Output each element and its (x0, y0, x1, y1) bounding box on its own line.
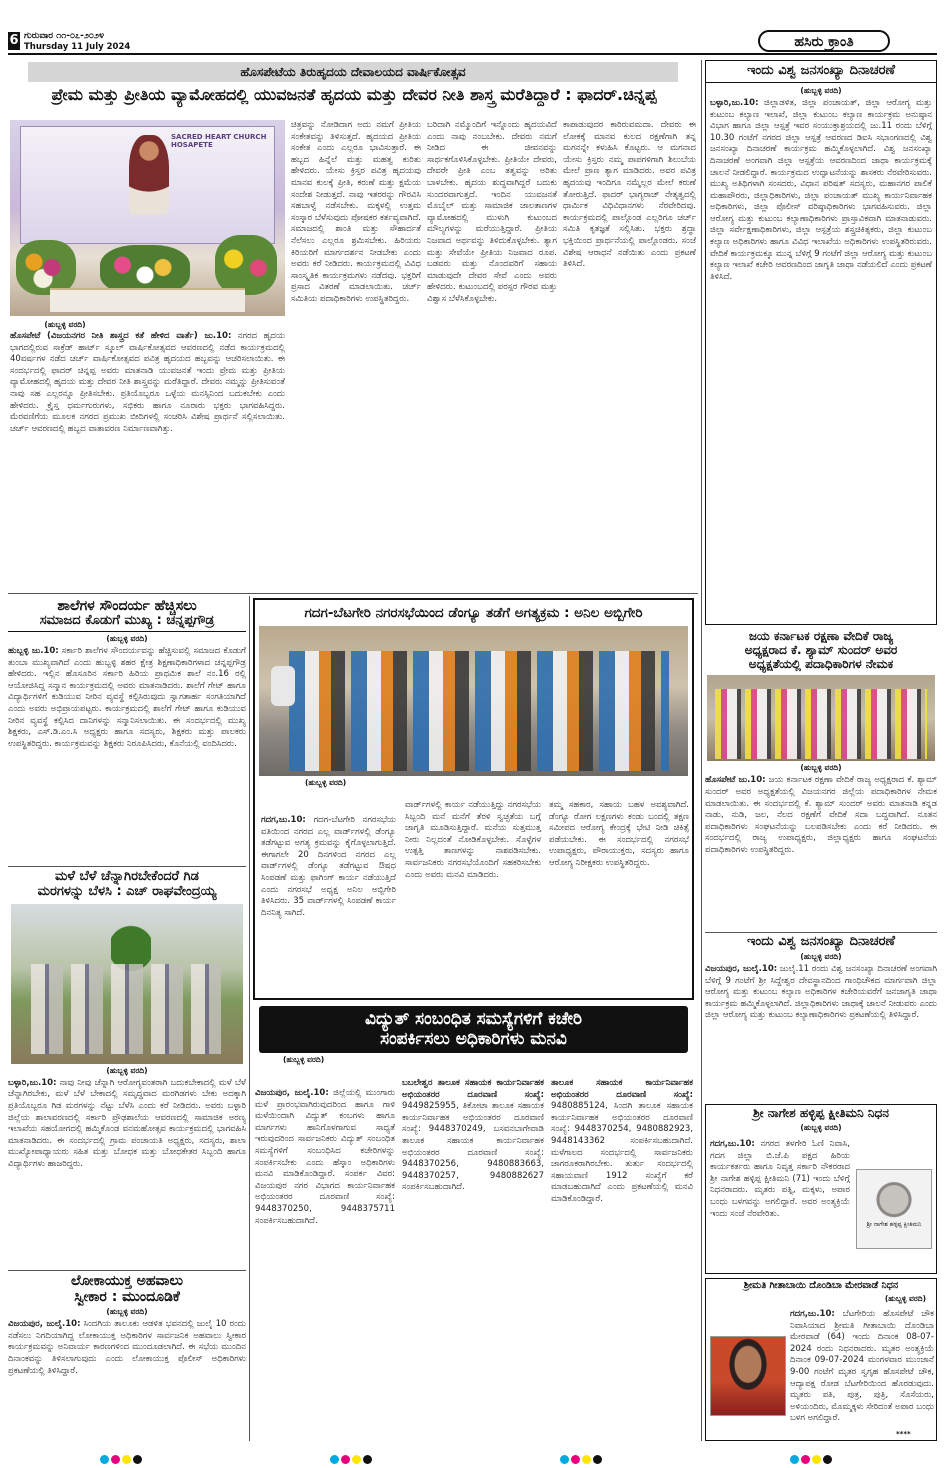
black-dot (363, 1455, 372, 1464)
story8-photo (707, 675, 935, 761)
story5-col3: ತಮ್ಮ ಸಹಕಾರ, ಸಹಾಯ ಬಹಳ ಅವಶ್ಯವಾಗಿದೆ. ಡೆಂಗ್ಯೂ ರೋಗ ಲಕ್ಷಣಗಳು ಕಂಡು ಬಂದಲ್ಲಿ ತಕ್ಷಣ ಸಮೀಪದ ಆರೋಗ್ಯ ಕೇಂದ್ರಕ್ಕೆ ಭೇಟಿ ನೀಡಿ ಚಿಕಿತ್ಸೆ ಪಡೆಯಬೇಕು. ಈ ಸಂದರ್ಭದಲ್ಲಿ ನಗರಸಭೆ ಉಪಾಧ್ಯಕ್ಷರು, ಪೌರಾಯುಕ್ತರು, ಸದಸ್ಯರು ಹಾಗೂ ಆರೋಗ್ಯ ನಿರೀಕ್ಷಕರು ಉಪಸ್ಥಿತರಿದ್ದರು. (549, 800, 689, 868)
dateline: ಬಬಲೇಶ್ವರ ತಾಲೂಕ ಸಹಾಯಕ ಕಾರ್ಯನಿರ್ವಾಹಕ ಅಭಿಯಂತರರ ದೂರವಾಣಿ ಸಂಖ್ಯೆ: (402, 1078, 544, 1100)
story11-body: ಗದಗ,ಜು.10: ಬೆಟಗೇರಿಯ ಹೊಸಪೇಟೆ ಚೌಕ ನಿವಾಸಿಯಾದ ಶ್ರೀಮತಿ ಗೀತಾಬಾಯಿ ದೊಂಡಿಬಾ ಮೇರವಾಡೆ (64) ಇಂದು ದಿನಾಂಕ 08-07-2024 ರಂದು ನಿಧನರಾದರು. ಮೃತರ ಅಂತ್ಯಕ್ರಿಯೆ ದಿನಾಂಕ 09-07-2024 ಮಂಗಳವಾರ ಮುಂಜಾನೆ 9-00 ಗಂಟೆಗೆ ಮೃತರ ಸ್ವಗೃಹ ಹೊಸಪೇಟೆ ಚೌಕ, ಆದ್ಯಾಪಕ್ಷ ರೋಡ ಬೆಟಗೇರಿಯಿಂದ ಹೊರಡುವುದು. ಮೃತರು ಪತಿ, ಪುತ್ರ, ಪುತ್ರಿ, ಸೊಸೆಯರು, ಅಳಿಯಂದಿರು, ಮೊಮ್ಮಕ್ಕಳು ಸೇರಿದಂತೆ ಅಪಾರ ಬಂಧು ಬಳಗ ಅಗಲಿದ್ದಾರೆ. (790, 1309, 934, 1424)
story6-credit: (ಹುಬ್ಬಳ್ಳಿ ವರದಿ) (283, 1055, 325, 1065)
story2-body: ಹುಬ್ಬಳ್ಳಿ ಜು.10: ಸರ್ಕಾರಿ ಶಾಲೆಗಳ ಸೌಂದರ್ಯವನ್ನು ಹೆಚ್ಚಿಸುವಲ್ಲಿ ಸಮಾಜದ ಕೊಡುಗೆ ತುಂಬಾ ಮುಖ್ಯವಾಗಿದೆ ಎಂದು ಹುಬ್ಬಳ್ಳಿ ಶಹರ ಕ್ಷೇತ್ರ ಶಿಕ್ಷಣಾಧಿಕಾರಿಗಳಾದ ಚನ್ನಪ್ಪಗೌಡ್ರ ಹೇಳಿದರು. ಇಲ್ಲಿನ ಹೊಸೂರಿನ ಸರ್ಕಾರಿ ಹಿರಿಯ ಪ್ರಾಥಮಿಕ ಶಾಲೆ ನಂ.16 ರಲ್ಲಿ ಆಯೋಜಿಸಿದ್ದ ಸನ್ಮಾನ ಕಾರ್ಯಕ್ರಮದಲ್ಲಿ ಅವರು ಮಾತನಾಡಿದರು. ಶಾಲೆಗೆ ಗೇಟ್ ಹಾಗೂ ವಿದ್ಯಾರ್ಥಿಗಳಿಗೆ ಕುಡಿಯುವ ನೀರಿನ ವ್ಯವಸ್ಥೆ ಕಲ್ಪಿಸಿರುವುದು ಸ್ವಾಗತಾರ್ಹ ಸಂಗತಿಯಾಗಿದೆ ಎಂದು ಅವರು ಅಭಿಪ್ರಾಯಪಟ್ಟರು. ಕಾರ್ಯಕ್ರಮದಲ್ಲಿ ಶಾಲೆಗೆ ಗೇಟ್ ಹಾಗೂ ಕುಡಿಯುವ ನೀರಿನ ವ್ಯವಸ್ಥೆ ಕಲ್ಪಿಸಿದ ದಾನಿಗಳನ್ನು ಸನ್ಮಾನಿಸಲಾಯಿತು. ಈ ಸಂದರ್ಭದಲ್ಲಿ ಮುಖ್ಯ ಶಿಕ್ಷಕರು, ಎಸ್.ಡಿ.ಎಂ.ಸಿ ಅಧ್ಯಕ್ಷರು ಹಾಗೂ ಸದಸ್ಯರು, ಶಿಕ್ಷಕರು ಮತ್ತು ಪಾಲಕರು ಉಪಸ್ಥಿತರಿದ್ದರು. ಕಾರ್ಯಕ್ರಮವನ್ನು ಶಿಕ್ಷಕರು ನಿರೂಪಿಸಿದರು, ಕೊನೆಯಲ್ಲಿ ವಂದಿಸಿದರು. (8, 646, 246, 749)
masthead (0, 0, 945, 58)
registration-marks-4 (790, 1449, 834, 1468)
banner-text: SACRED HEART CHURCH HOSAPETE (171, 133, 267, 149)
story3-body: ಬಳ್ಳಾರಿ,ಜು.10: ನಾವು ನೀವು ಚೆನ್ನಾಗಿ ಆರೋಗ್ಯವಂತರಾಗಿ ಬದುಕಬೇಕಾದಲ್ಲಿ ಮಳೆ ಬೆಳೆ ಚೆನ್ನಾಗಿರಬೇಕು, ಮಳೆ ಬೆಳೆ ಬೇಕಾದಲ್ಲಿ ಸಮೃದ್ಧವಾದ ಮರಗಿಡಗಳು ಬೇಕು ಅದಕ್ಕಾಗಿ ಪ್ರತಿಯೊಬ್ಬರೂ ಗಿಡ ಮರಗಳನ್ನು ನೆಟ್ಟು ಬೆಳೆಸಿ ಎಂದು ಕರೆ ನೀಡಿದರು. ಅವರು ಬಳ್ಳಾರಿ ಜಿಲ್ಲೆಯ ಶಾಲಾವರಣದಲ್ಲಿ ಸರ್ಕಾರಿ ಪ್ರೌಢಶಾಲೆಯ ಆವರಣದಲ್ಲಿ ಸಾಮಾಜಿಕ ಅರಣ್ಯ ಇಲಾಖೆಯ ಸಹಯೋಗದಲ್ಲಿ ಹಮ್ಮಿಕೊಂಡ ವನಮಹೋತ್ಸವ ಕಾರ್ಯಕ್ರಮದಲ್ಲಿ ಭಾಗವಹಿಸಿ ಮಾತನಾಡಿದರು. ಈ ಸಂದರ್ಭದಲ್ಲಿ ಗ್ರಾಮ ಪಂಚಾಯತಿ ಅಧ್ಯಕ್ಷರು, ಸದಸ್ಯರು, ಶಾಲಾ ಮುಖ್ಯೋಪಾಧ್ಯಾಯರು ಸಹಿತ ಮತ್ತು ಬೋಧಕ ಮತ್ತು ಬೋಧಕೇತರ ಸಿಬ್ಬಂದಿ ಹಾಗೂ ವಿದ್ಯಾರ್ಥಿಗಳು ಹಾಜರಿದ್ದರು. (8, 1077, 246, 1170)
story-jaya-karnataka (705, 630, 937, 930)
story3-headline2: ಮರಗಳನ್ನು ಬೆಳಸಿ : ಎಚ್ ರಾಘವೇಂದ್ರಯ್ಯ (37, 883, 217, 899)
story1-col1: ಹೊಸಪೇಟೆ (ವಿಜಯನಗರ ನೀತಿ ಶಾಸ್ತ್ರದ ಕತೆ ಹೇಳಿದ ವಾರ್ತೆ) ಜು.10: ನಗರದ ಹೃದಯ ಭಾಗದಲ್ಲಿರುವ ಸಾಕ್ರೆಡ್ ಹಾರ್ಟ್ ಸ್ಕೂಲ್ ವಾರ್ಷಿಕೋತ್ಸವದ ಆವರಣದಲ್ಲಿ ನಡೆದ ಕಾರ್ಯಕ್ರಮದಲ್ಲಿ 40ವರ್ಷಗಳ ನಡೆದ ಚರ್ಚ್ ವಾರ್ಷಿಕೋತ್ಸವದ ಪವಿತ್ರ ಹೃದಯದ ಹಬ್ಬವನ್ನು ಆಚರಿಸಲಾಯಿತು. ಈ ಸಂದರ್ಭದಲ್ಲಿ ಫಾದರ್ ಚಿನ್ನಪ್ಪ ಅವರು ಮಾತನಾಡಿ ಯುವಜನತೆ ಇಂದು ಪ್ರೇಮ ಮತ್ತು ಪ್ರೀತಿಯ ವ್ಯಾಮೋಹದಲ್ಲಿ ಹೃದಯ ಮತ್ತು ದೇವರ ನೀತಿ ಶಾಸ್ತ್ರವನ್ನು ಮರೆತಿದ್ದಾರೆ. ದೇವರು ನಮ್ಮನ್ನು ಪ್ರೀತಿಸುವಂತೆ ನಾವು ಸಹ ಎಲ್ಲರನ್ನೂ ಪ್ರೀತಿಸಬೇಕು. ಪ್ರತಿಯೊಬ್ಬರೂ ಒಳ್ಳೆಯ ಮನಸ್ಸಿನಿಂದ ಬದುಕಬೇಕು ಎಂದು ಹೇಳಿದರು. ಕ್ರೈಸ್ತ ಧರ್ಮಗುರುಗಳು, ಸಭಿಕರು ಹಾಗೂ ನೂರಾರು ಭಕ್ತರು ಭಾಗವಹಿಸಿದ್ದರು. ಮೆರವಣಿಗೆಯ ಮೂಲಕ ನಗರದ ಪ್ರಮುಖ ಬೀದಿಗಳಲ್ಲಿ ಸಂಚರಿಸಿ ವಿಶೇಷ ಪ್ರಾರ್ಥನೆ ಸಲ್ಲಿಸಲಾಯಿತು. ಚರ್ಚ್ ಆವರಣದಲ್ಲಿ ಹಬ್ಬದ ವಾತಾವರಣ ನಿರ್ಮಾಣವಾಗಿತ್ತು. (10, 331, 285, 434)
flower-arrangement-right (215, 235, 277, 295)
registration-marks-3 (560, 1449, 604, 1468)
date-english: Thursday 11 July 2024 (24, 42, 131, 52)
black-dot (593, 1455, 602, 1464)
rule-story1-bottom (8, 593, 698, 594)
story-obituary-nagesh (705, 1104, 937, 1274)
story-tree-planting (8, 868, 246, 1268)
magenta-dot (341, 1455, 350, 1464)
magenta-dot (111, 1455, 120, 1464)
story1-col4: ಕಾಪಾಡುವುದರ ಕಾರಿರುವಮದಾ. ದೇವರು ಈ ಲೋಕಕ್ಕೆ ಮಾನವ ಕುಲದ ರಕ್ಷಣೆಗಾಗಿ ತನ್ನ ಮಗನನ್ನೇ ಕಳುಹಿಸಿ ಕೊಟ್ಟರು. ಆ ಮಗನಾದ ಯೇಸು ಕ್ರಿಸ್ತರು ನಮ್ಮ ಪಾಪಗಳಿಗಾಗಿ ಶಿಲುಬೆಯ ಮೇಲೆ ಪ್ರಾಣ ತ್ಯಾಗ ಮಾಡಿದರು. ಅವರ ಪವಿತ್ರ ಹೃದಯವು ಇಂದಿಗೂ ನಮ್ಮೆಲ್ಲರ ಮೇಲೆ ಕರುಣೆ ತೋರುತ್ತಿದೆ. ಫಾದರ್ ಭಾಗ್ಯರಾಜ್ ನೇತೃತ್ವದಲ್ಲಿ ಧಾರ್ಮಿಕ ವಿಧಿವಿಧಾನಗಳು ನೆರವೇರಿದವು. ಕಾರ್ಯಕ್ರಮದಲ್ಲಿ ಪಾಲ್ಗೊಂಡ ಎಲ್ಲರಿಗೂ ಚರ್ಚ್ ಸಮಿತಿ ಕೃತಜ್ಞತೆ ಸಲ್ಲಿಸಿತು. ಭಕ್ತರು ಶ್ರದ್ಧಾ ಭಕ್ತಿಯಿಂದ ಪ್ರಾರ್ಥನೆಯಲ್ಲಿ ಪಾಲ್ಗೊಂಡರು. ಸಂಜೆ ವಿಶೇಷ ಆರಾಧನೆ ನಡೆಯಿತು ಎಂದು ಪ್ರಕಟಣೆ ತಿಳಿಸಿದೆ. (563, 120, 696, 270)
story2-headline2: ಸಮಾಜದ ಕೊಡುಗೆ ಮುಖ್ಯ : ಚನ್ನಪ್ಪಗೌಡ್ರ (8, 614, 246, 632)
group-of-members (715, 689, 927, 759)
yellow-dot (122, 1455, 131, 1464)
story6-col1: ವಿಜಯಪುರ, ಜುಲೈ.10: ಜಿಲ್ಲೆಯಲ್ಲಿ ಮುಂಗಾರು ಮಳೆ ಪ್ರಾರಂಭವಾಗಿರುವುದರಿಂದ ಹಾಗೂ ಗಾಳಿ ಮಳೆಯಿಂದಾಗಿ ವಿದ್ಯುತ್ ಕಂಬಗಳು ಹಾಗೂ ಮಾರ್ಗಗಳು ಹಾನಿಗೊಳಗಾಗುವ ಸಾಧ್ಯತೆ ಇರುವುದರಿಂದ ಸಾರ್ವಜನಿಕರು ವಿದ್ಯುತ್ ಸಂಬಂಧಿತ ಸಮಸ್ಯೆಗಳಿಗೆ ಸಂಬಂಧಿಸಿದ ಕಚೇರಿಗಳನ್ನು ಸಂಪರ್ಕಿಸಬೇಕು ಎಂದು ಹೆಸ್ಕಾಂ ಅಧಿಕಾರಿಗಳು ಮನವಿ ಮಾಡಿಕೊಂಡಿದ್ದಾರೆ. ಸಂಪರ್ಕ ವಿವರ: ವಿಜಯಪುರ ನಗರ ವಿಭಾಗದ ಕಾರ್ಯನಿರ್ವಾಹಕ ಅಭಿಯಂತರರ ದೂರವಾಣಿ ಸಂಖ್ಯೆ: 9448370250, 9448375711 ಸಂಪರ್ಕಿಸಬಹುದಾಗಿದೆ. (255, 1088, 395, 1226)
story1-headline: ಪ್ರೇಮ ಮತ್ತು ಪ್ರೀತಿಯ ವ್ಯಾಮೋಹದಲ್ಲಿ ಯುವಜನತೆ ಹೃದಯ ಮತ್ತು ದೇವರ ನೀತಿ ಶಾಸ್ತ್ರ ಮರೆತಿದ್ದಾರೆ : ಫಾದರ್.ಚಿನ್ನಪ್ಪ (51, 85, 657, 104)
story2-credit: (ಹುಬ್ಬಳ್ಳಿ ವರದಿ) (106, 634, 148, 644)
registration-marks-2 (330, 1449, 374, 1468)
story8-headline1: ಜಯ ಕರ್ನಾಟಕ ರಕ್ಷಣಾ ವೇದಿಕೆ ರಾಜ್ಯ (748, 629, 894, 643)
rule-story3-bottom (8, 1270, 246, 1271)
yellow-dot (352, 1455, 361, 1464)
cyan-dot (330, 1455, 339, 1464)
rule-right-column (701, 60, 702, 1441)
date-kannada: ಗುರುವಾರ ೧೧-೦೭-೨೦೨೪ (24, 31, 104, 41)
dateline: ಹುಬ್ಬಳ್ಳಿ ಜು.10: (8, 646, 59, 657)
story5-credit: (ಹುಬ್ಬಳ್ಳಿ ವರದಿ) (305, 777, 347, 787)
story2-headline1: ಶಾಲೆಗಳ ಸೌಂದರ್ಯ ಹೆಚ್ಚಿಸಲು (57, 598, 197, 614)
story3-headline1: ಮಳೆ ಬೆಳೆ ಚೆನ್ನಾಗಿರಬೇಕೆಂದರೆ ಗಿಡ (55, 869, 199, 884)
story4-credit: (ಹುಬ್ಬಳ್ಳಿ ವರದಿ) (106, 1307, 148, 1317)
rule-left-column (249, 596, 250, 1441)
story4-headline1: ಲೋಕಾಯುಕ್ತ ಅಹವಾಲು (70, 1273, 184, 1289)
jesus-figure-icon (129, 135, 169, 215)
magenta-dot (571, 1455, 580, 1464)
dateline: ವಿಜಯಪುರ, ಜುಲೈ.10: (705, 963, 778, 974)
story6-col2: ಬಬಲೇಶ್ವರ ತಾಲೂಕ ಸಹಾಯಕ ಕಾರ್ಯನಿರ್ವಾಹಕ ಅಭಿಯಂತರರ ದೂರವಾಣಿ ಸಂಖ್ಯೆ: 9449825955, ತಿಕೋಟಾ ತಾಲೂಕ ಸಹಾಯಕ ಕಾರ್ಯನಿರ್ವಾಹಕ ಅಭಿಯಂತರರ ದೂರವಾಣಿ ಸಂಖ್ಯೆ: 9448370249, ಬಸವನಬಾಗೇವಾಡಿ ತಾಲೂಕ ಸಹಾಯಕ ಕಾರ್ಯನಿರ್ವಾಹಕ ಅಭಿಯಂತರರ ದೂರವಾಣಿ ಸಂಖ್ಯೆ: 9448370256, 9480883663, 9448370257, 9480882627 ಸಂಪರ್ಕಿಸಬಹುದಾಗಿದೆ. (402, 1078, 544, 1193)
story1-kicker: ಹೊಸಪೇಟೆಯ ತಿರುಹೃದಯ ದೇವಾಲಯದ ವಾರ್ಷಿಕೋತ್ಸವ (28, 62, 678, 82)
story8-credit: (ಹುಬ್ಬಳ್ಳಿ ವರದಿ) (800, 763, 842, 773)
story-dengue-prevention (253, 598, 694, 1000)
crowd-of-workers (289, 651, 669, 771)
story9-credit: (ಹುಬ್ಬಳ್ಳಿ ವರದಿ) (800, 951, 842, 961)
flower-arrangement-left (16, 240, 76, 295)
story-population-day-vijayapura (705, 935, 937, 1100)
cyan-dot (560, 1455, 569, 1464)
story7-body: ಬಳ್ಳಾರಿ,ಜು.10: ಜಿಲ್ಲಾಡಳಿತ, ಜಿಲ್ಲಾ ಪಂಚಾಯತ್, ಜಿಲ್ಲಾ ಆರೋಗ್ಯ ಮತ್ತು ಕುಟುಂಬ ಕಲ್ಯಾಣ ಇಲಾಖೆ, ಜಿಲ್ಲಾ ಕುಟುಂಬ ಕಲ್ಯಾಣ ಕಾರ್ಯಕ್ರಮ ಅನುಷ್ಠಾನ ವಿಭಾಗ ಹಾಗೂ ಜಿಲ್ಲಾ ಆಸ್ಪತ್ರೆ ಇವರ ಸಂಯುಕ್ತಾಶ್ರಯದಲ್ಲಿ ಜು.11 ರಂದು ಬೆಳಿಗ್ಗೆ 10.30 ಗಂಟೆಗೆ ನಗರದ ಜಿಲ್ಲಾ ಆಸ್ಪತ್ರೆ ಆವರಣದ ಡಿಐಸಿ ಸಭಾಂಗಣದಲ್ಲಿ ವಿಶ್ವ ಜನಸಂಖ್ಯಾ ದಿನಾಚರಣೆ ಕಾರ್ಯಕ್ರಮ ಹಮ್ಮಿಕೊಳ್ಳಲಾಗಿದೆ. ವಿಶ್ವ ಜನಸಂಖ್ಯಾ ದಿನಾಚರಣೆ ಅಂಗವಾಗಿ ಜಿಲ್ಲಾ ಆಸ್ಪತ್ರೆಯ ಆವರಣದಿಂದ ಜಾಥಾ ಕಾರ್ಯಕ್ರಮಕ್ಕೆ ಚಾಲನೆ ನೀಡಲಿದ್ದಾರೆ. ಕಾರ್ಯಕ್ರಮದ ಉದ್ಘಾಟನೆಯನ್ನು ಶಾಸಕರು ನೆರವೇರಿಸುವರು. ಮುಖ್ಯ ಅತಿಥಿಗಳಾಗಿ ಸಂಸದರು, ವಿಧಾನ ಪರಿಷತ್ ಸದಸ್ಯರು, ಮಹಾನಗರ ಪಾಲಿಕೆ ಮಹಾಪೌರರು, ಜಿಲ್ಲಾಧಿಕಾರಿಗಳು, ಜಿಲ್ಲಾ ಪಂಚಾಯತ್ ಮುಖ್ಯ ಕಾರ್ಯನಿರ್ವಾಹಕ ಅಧಿಕಾರಿಗಳು, ಜಿಲ್ಲಾ ಪೊಲೀಸ್ ವರಿಷ್ಠಾಧಿಕಾರಿಗಳು ಭಾಗವಹಿಸುವರು. ಜಿಲ್ಲಾ ಆರೋಗ್ಯ ಮತ್ತು ಕುಟುಂಬ ಕಲ್ಯಾಣಾಧಿಕಾರಿಗಳು ಪ್ರಾಸ್ತಾವಿಕವಾಗಿ ಮಾತನಾಡುವರು. ಜಿಲ್ಲಾ ಸರ್ವೇಕ್ಷಣಾಧಿಕಾರಿಗಳು, ಜಿಲ್ಲಾ ಆಸ್ಪತ್ರೆಯ ಶಸ್ತ್ರಚಿಕಿತ್ಸಕರು, ಜಿಲ್ಲಾ ಕುಟುಂಬ ಕಲ್ಯಾಣ ಅಧಿಕಾರಿಗಳು ಹಾಗೂ ವಿವಿಧ ಇಲಾಖೆಯ ಅಧಿಕಾರಿಗಳು ಉಪಸ್ಥಿತರಿರುವರು. ವೇದಿಕೆ ಕಾರ್ಯಕ್ರಮಕ್ಕೂ ಮುನ್ನ ಬೆಳಿಗ್ಗೆ 9 ಗಂಟೆಗೆ ಜಿಲ್ಲಾ ಆರೋಗ್ಯ ಮತ್ತು ಕುಟುಂಬ ಕಲ್ಯಾಣ ಇಲಾಖೆ ಕಚೇರಿ ಆವರಣದಿಂದ ಜಾಗೃತಿ ಜಾಥಾ ನಡೆಯಲಿದೆ ಎಂದು ಪ್ರಕಟಣೆ ತಿಳಿಸಿದೆ. (710, 97, 932, 282)
story-obituary-geetabai (705, 1278, 937, 1441)
dateline: ತಾಲೂಕ ಸಹಾಯಕ ಕಾರ್ಯನಿರ್ವಾಹಕ ಅಭಿಯಂತರರ ದೂರವಾಣಿ ಸಂಖ್ಯೆ: (551, 1078, 693, 1100)
dateline: ವಿಜಯಪುರ, ಜುಲೈ.10: (8, 1319, 81, 1330)
cyan-dot (100, 1455, 109, 1464)
fogging-machine-icon (271, 666, 295, 706)
black-dot (133, 1455, 142, 1464)
story10-photo-caption: ಶ್ರೀ ನಾಗೇಶ ಹಳ್ಳಿಪ್ಪ ಕ್ಷೀತಿಮನಿ (866, 1221, 922, 1228)
page-number-box (8, 32, 20, 50)
story9-body: ವಿಜಯಪುರ, ಜುಲೈ.10: ಜುಲೈ.11 ರಂದು ವಿಶ್ವ ಜನಸಂಖ್ಯಾ ದಿನಾಚರಣೆ ಅಂಗವಾಗಿ ಬೆಳಿಗ್ಗೆ 9 ಗಂಟೆಗೆ ಶ್ರೀ ಸಿದ್ದೇಶ್ವರ ದೇವಸ್ಥಾನದಿಂದ ಗಾಂಧಿಚೌಕದ ಮಾರ್ಗವಾಗಿ ಜಿಲ್ಲಾ ಆರೋಗ್ಯ ಮತ್ತು ಕುಟುಂಬ ಕಲ್ಯಾಣ ಅಧಿಕಾರಿಗಳ ಕಚೇರಿಯವರೆಗೆ ಜನಜಾಗೃತಿ ಜಾಥಾ ಕಾರ್ಯಕ್ರಮ ಹಮ್ಮಿಕೊಳ್ಳಲಾಗಿದೆ. ಜಿಲ್ಲಾಧಿಕಾರಿಗಳು ಜಾಥಾಕ್ಕೆ ಚಾಲನೆ ನೀಡುವರು ಎಂದು ಜಿಲ್ಲಾ ಆರೋಗ್ಯ ಮತ್ತು ಕುಟುಂಬ ಕಲ್ಯಾಣಾಧಿಕಾರಿಗಳು ಪ್ರಕಟಣೆಯಲ್ಲಿ ತಿಳಿಸಿದ್ದಾರೆ. (705, 963, 937, 1021)
story4-headline2: ಸ್ವೀಕಾರ : ಮುಂದೂಡಿಕೆ (74, 1289, 180, 1306)
registration-marks-1 (100, 1449, 144, 1468)
rule-story8-bottom (705, 932, 937, 933)
dateline: ಗದಗ,ಜು.10: (790, 1309, 835, 1319)
story11-body-continued (710, 1391, 934, 1431)
story8-body: ಹೊಸಪೇಟೆ ಜು.10: ಜಯ ಕರ್ನಾಟಕ ರಕ್ಷಣಾ ವೇದಿಕೆ ರಾಜ್ಯ ಅಧ್ಯಕ್ಷರಾದ ಕೆ. ಶ್ಯಾಮ್ ಸುಂದರ್ ಅವರ ಅಧ್ಯಕ್ಷತೆಯಲ್ಲಿ ವಿಜಯನಗರ ಜಿಲ್ಲೆಯ ಪದಾಧಿಕಾರಿಗಳ ನೇಮಕ ಮಾಡಲಾಯಿತು. ಈ ಸಂದರ್ಭದಲ್ಲಿ ಕೆ. ಶ್ಯಾಮ್ ಸುಂದರ್ ಅವರು ಮಾತನಾಡಿ ಕನ್ನಡ ನಾಡು, ನುಡಿ, ಜಲ, ನೆಲದ ರಕ್ಷಣೆಗೆ ವೇದಿಕೆ ಸದಾ ಬದ್ಧವಾಗಿದೆ. ನೂತನ ಪದಾಧಿಕಾರಿಗಳು ಸಂಘಟನೆಯನ್ನು ಬಲಪಡಿಸಬೇಕು ಎಂದು ಕರೆ ನೀಡಿದರು. ಈ ಸಂದರ್ಭದಲ್ಲಿ ರಾಜ್ಯ ಉಪಾಧ್ಯಕ್ಷರು, ಜಿಲ್ಲಾಧ್ಯಕ್ಷರು ಹಾಗೂ ಸಂಘಟನೆಯ ಪದಾಧಿಕಾರಿಗಳು ಉಪಸ್ಥಿತರಿದ್ದರು. (705, 775, 937, 855)
black-dot (823, 1455, 832, 1464)
story7-headline: ಇಂದು ವಿಶ್ವ ಜನಸಂಖ್ಯಾ ದಿನಾಚರಣೆ (706, 64, 936, 83)
story6-col3: ತಾಲೂಕ ಸಹಾಯಕ ಕಾರ್ಯನಿರ್ವಾಹಕ ಅಭಿಯಂತರರ ದೂರವಾಣಿ ಸಂಖ್ಯೆ: 9480885124, ಸಿಂದಗಿ ತಾಲೂಕ ಸಹಾಯಕ ಕಾರ್ಯನಿರ್ವಾಹಕ ಅಭಿಯಂತರರ ದೂರವಾಣಿ ಸಂಖ್ಯೆ: 9448370254, 9480882923, 9448143362 ಸಂಪರ್ಕಿಸಬಹುದಾಗಿದೆ. ಮಳೆಗಾಲದ ಸಂದರ್ಭದಲ್ಲಿ ಸಾರ್ವಜನಿಕರು ಜಾಗರೂಕರಾಗಿರಬೇಕು. ತುರ್ತು ಸಂದರ್ಭದಲ್ಲಿ ಸಹಾಯವಾಣಿ 1912 ಸಂಖ್ಯೆಗೆ ಕರೆ ಮಾಡಬಹುದಾಗಿದೆ ಎಂದು ಪ್ರಕಟಣೆಯಲ್ಲಿ ಮನವಿ ಮಾಡಿಕೊಂಡಿದ್ದಾರೆ. (551, 1078, 693, 1204)
story7-credit: (ಹುಬ್ಬಳ್ಳಿ ವರದಿ) (800, 85, 842, 95)
story5-photo (259, 626, 688, 776)
story3-credit: (ಹುಬ್ಬಳ್ಳಿ ವರದಿ) (106, 1065, 148, 1075)
story6-headline2: ಸಂಪರ್ಕಿಸಲು ಅಧಿಕಾರಿಗಳು ಮನವಿ (380, 1028, 567, 1049)
story10-credit: (ಹುಬ್ಬಳ್ಳಿ ವರದಿ) (800, 1122, 842, 1132)
dateline: ಬಳ್ಳಾರಿ,ಜು.10: (710, 97, 759, 108)
story1-credit: (ಹುಬ್ಬಳ್ಳಿ ವರದಿ) (44, 320, 86, 329)
dateline: ಗದಗ,ಜು.10: (710, 1139, 755, 1149)
magenta-dot (801, 1455, 810, 1464)
story8-headline3: ಅಧ್ಯಕ್ಷತೆಯಲ್ಲಿ ಪದಾಧಿಕಾರಿಗಳ ನೇಮಕ (748, 656, 894, 671)
page-number: 6 (9, 33, 19, 48)
story5-col2: ವಾರ್ಡ್‌ಗಳಲ್ಲಿ ಕಾರ್ಯ ನಡೆಯುತ್ತಿದ್ದು ನಗರಸಭೆಯ ಸಿಬ್ಬಂದಿ ಮನೆ ಮನೆಗೆ ತೆರಳಿ ಸ್ವಚ್ಛತೆಯ ಬಗ್ಗೆ ಜಾಗೃತಿ ಮೂಡಿಸುತ್ತಿದ್ದಾರೆ. ಮನೆಯ ಸುತ್ತಮುತ್ತ ನೀರು ನಿಲ್ಲದಂತೆ ನೋಡಿಕೊಳ್ಳಬೇಕು. ಸೊಳ್ಳೆಗಳ ಉತ್ಪತ್ತಿ ತಾಣಗಳನ್ನು ನಾಶಪಡಿಸಬೇಕು. ಸಾರ್ವಜನಿಕರು ನಗರಸಭೆಯೊಂದಿಗೆ ಸಹಕರಿಸಬೇಕು ಎಂದು ಅವರು ಮನವಿ ಮಾಡಿದರು. (405, 800, 541, 880)
story-lokayukta (8, 1273, 246, 1443)
dateline: ವಿಜಯಪುರ, ಜುಲೈ.10: (255, 1088, 329, 1098)
dateline: ಗದಗ,ಜು.10: (261, 815, 306, 825)
story5-col1: ಗದಗ,ಜು.10: ಗದಗ-ಬೆಟಗೇರಿ ನಗರಸಭೆಯ ವತಿಯಿಂದ ನಗರದ ಎಲ್ಲ ವಾರ್ಡ್‌ಗಳಲ್ಲಿ ಡೆಂಗ್ಯೂ ತಡೆಗಟ್ಟುವ ಅಗತ್ಯ ಕ್ರಮವನ್ನು ಕೈಗೊಳ್ಳಲಾಗುತ್ತಿದೆ. ಈಗಾಗಲೇ 20 ದಿನಗಳಿಂದ ನಗರದ ಎಲ್ಲ ವಾರ್ಡ್‌ಗಳಲ್ಲಿ ಡೆಂಗ್ಯೂ ತಡೆಗಟ್ಟುವ ಔಷಧ ಸಿಂಪಡಣೆ ಮತ್ತು ಫಾಗಿಂಗ್ ಕಾರ್ಯ ನಡೆಯುತ್ತಿದೆ ಎಂದು ನಗರಸಭೆ ಅಧ್ಯಕ್ಷ ಅನಿಲ ಅಬ್ಬಿಗೇರಿ ತಿಳಿಸಿದರು. 35 ವಾರ್ಡ್‌ಗಳಲ್ಲಿ ಸಿಂಪಡಣೆ ಕಾರ್ಯ ದಿನನಿತ್ಯ ಸಾಗಿದೆ. (261, 815, 396, 918)
yellow-dot (582, 1455, 591, 1464)
rule-story2-bottom (8, 866, 246, 867)
story6-headline1: ವಿದ್ಯುತ್ ಸಂಬಂಧಿತ ಸಮಸ್ಯೆಗಳಿಗೆ ಕಚೇರಿ (365, 1009, 582, 1029)
story4-body: ವಿಜಯಪುರ, ಜುಲೈ.10: ಸಿಂದಗಿಯ ತಾಲೂಕು ಆಡಳಿತ ಭವನದಲ್ಲಿ ಜುಲೈ 10 ರಂದು ನಡೆಸಲು ನಿಗದಿಯಾಗಿದ್ದ ಲೋಕಾಯುಕ್ತ ಅಧಿಕಾರಿಗಳ ಸಾರ್ವಜನಿಕ ಅಹವಾಲು ಸ್ವೀಕಾರ ಕಾರ್ಯಕ್ರಮವನ್ನು ಅನಿವಾರ್ಯ ಕಾರಣಗಳಿಂದ ಮುಂದೂಡಲಾಗಿದೆ. ಈ ಸಭೆಯ ಮುಂದಿನ ದಿನಾಂಕವನ್ನು ತಿಳಿಸಲಾಗುವುದು ಎಂದು ಲೋಕಾಯುಕ್ತ ಪೊಲೀಸ್ ಅಧಿಕಾರಿಗಳು ಪ್ರಕಟಣೆಯಲ್ಲಿ ತಿಳಿಸಿದ್ದಾರೆ. (8, 1319, 246, 1376)
paper-name: ಹಸಿರು ಕ್ರಾಂತಿ (758, 30, 890, 52)
church-banner (20, 126, 275, 244)
end-mark: **** (896, 1430, 911, 1438)
cyan-dot (790, 1455, 799, 1464)
story5-headline: ಗದಗ-ಬೆಟಗೇರಿ ನಗರಸಭೆಯಿಂದ ಡೆಂಗ್ಯೂ ತಡೆಗೆ ಅಗತ್ಯಕ್ರಮ : ಅನಿಲ ಅಬ್ಬಿಗೇರಿ (304, 605, 643, 621)
story1-col3: ಬರಿದಾಗಿ ನಮ್ಮೊಂದಿಗೆ ಇನ್ನೊಂದು ಹೃದಯವಿದೆ ಎಂದು ನಾವು ನಂಬಬೇಕು. ದೇವರು ನಮಗೆ ನೀಡಿದ ಈ ಜೀವನವನ್ನು ಸಾರ್ಥಕಗೊಳಿಸಿಕೊಳ್ಳಬೇಕು. ಪ್ರೀತಿಯೇ ದೇವರು, ದೇವರೇ ಪ್ರೀತಿ ಎಂಬ ತತ್ವವನ್ನು ಅರಿತು ಬಾಳಬೇಕು. ಹೃದಯ ಶುದ್ಧವಾಗಿದ್ದರೆ ಬದುಕು ಸುಂದರವಾಗುತ್ತದೆ. ಇಂದಿನ ಯುವಜನತೆ ಮೊಬೈಲ್ ಮತ್ತು ಸಾಮಾಜಿಕ ಜಾಲತಾಣಗಳ ವ್ಯಾಮೋಹದಲ್ಲಿ ಮುಳುಗಿ ಕುಟುಂಬದ ಮೌಲ್ಯಗಳನ್ನು ಮರೆಯುತ್ತಿದ್ದಾರೆ. ಪ್ರೀತಿಯ ನಿಜವಾದ ಅರ್ಥವನ್ನು ತಿಳಿದುಕೊಳ್ಳಬೇಕು. ತ್ಯಾಗ ಮತ್ತು ಸೇವೆಯೇ ಪ್ರೀತಿಯ ನಿಜವಾದ ರೂಪ. ಬಡವರು ಮತ್ತು ನೊಂದವರಿಗೆ ಸಹಾಯ ಮಾಡುವುದೇ ದೇವರ ಸೇವೆ ಎಂದು ಅವರು ಹೇಳಿದರು. ಕುಟುಂಬದಲ್ಲಿ ಪರಸ್ಪರ ಗೌರವ ಮತ್ತು ವಿಶ್ವಾಸ ಬೆಳೆಸಿಕೊಳ್ಳಬೇಕು. (427, 120, 557, 304)
story-electricity-issues (253, 1006, 694, 1441)
dateline: ಹೊಸಪೇಟೆ ಜು.10: (705, 775, 766, 786)
story-world-population-day (705, 60, 937, 625)
story10-body: ಗದಗ,ಜು.10: ನಗರದ ತಳಗೇರಿ ಓಣಿ ನಿವಾಸಿ, ಗದಗ ಜಿಲ್ಲಾ ಬಿ.ಜೆ.ಪಿ ಪಕ್ಷದ ಹಿರಿಯ ಕಾರ್ಯಕರ್ತರು ಹಾಗೂ ನಿವೃತ್ತ ಸರ್ಕಾರಿ ನೌಕರರಾದ ಶ್ರೀ ನಾಗೇಶ ಹಳ್ಳಿಪ್ಪ ಕ್ಷೀತಿಮನಿ (71) ಇಂದು ಬೆಳಿಗ್ಗೆ ನಿಧನರಾದರು. ಮೃತರು ಪತ್ನಿ, ಮಕ್ಕಳು, ಅಪಾರ ಬಂಧು ಬಳಗವನ್ನು ಅಗಲಿದ್ದಾರೆ. ಅವರ ಅಂತ್ಯಕ್ರಿಯೆ ಇಂದು ಸಂಜೆ ನೆರವೇರಿತು. (710, 1139, 850, 1219)
masthead-rule (8, 53, 937, 55)
dateline: ಬಳ್ಳಾರಿ,ಜು.10: (8, 1077, 57, 1088)
yellow-dot (812, 1455, 821, 1464)
story10-headline: ಶ್ರೀ ನಾಗೇಶ ಹಳ್ಳಿಪ್ಪ ಕ್ಷೀತಿಮನಿ ನಿಧನ (753, 1106, 889, 1120)
story-school-beauty (8, 596, 246, 864)
dateline: ಹೊಸಪೇಟೆ (ವಿಜಯನಗರ ನೀತಿ ಶಾಸ್ತ್ರದ ಕತೆ ಹೇಳಿದ ವಾರ್ತೆ) ಜು.10: (10, 331, 232, 341)
story10-portrait (856, 1169, 932, 1249)
story-church-anniversary (8, 60, 698, 590)
person-group (31, 964, 221, 1054)
story3-photo (11, 904, 243, 1064)
story11-headline: ಶ್ರೀಮತಿ ಗೀತಾಬಾಯಿ ದೊಂಡಿಬಾ ಮೇರವಾಡೆ ನಿಧನ (743, 1280, 899, 1291)
story1-photo (10, 120, 285, 316)
story11-credit: (ಹುಬ್ಬಳ್ಳಿ ವರದಿ) (884, 1293, 926, 1303)
story8-headline2: ಅಧ್ಯಕ್ಷರಾದ ಕೆ. ಶ್ಯಾಮ್ ಸುಂದರ್ ಅವರ (744, 642, 898, 657)
story9-headline: ಇಂದು ವಿಶ್ವ ಜನಸಂಖ್ಯಾ ದಿನಾಚರಣೆ (746, 934, 896, 949)
altar-table (50, 288, 245, 312)
story6-headline-box (259, 1006, 688, 1053)
story1-col2: ಚಿತ್ರವನ್ನು ನೋಡಿದಾಗ ಅದು ನಮಗೆ ಪ್ರೀತಿಯ ಸಂಕೇತವನ್ನು ತಿಳಿಸುತ್ತದೆ. ಹೃದಯದ ಪ್ರೀತಿಯ ಸಂಕೇತ ಎಂದು ಎಲ್ಲರೂ ಭಾವಿಸುತ್ತಾರೆ. ಈ ಹಬ್ಬದ ಹಿನ್ನೆಲೆ ಮತ್ತು ಮಹತ್ವ ಕುರಿತು ಹೇಳಿದರು. ಯೇಸು ಕ್ರಿಸ್ತರ ಪವಿತ್ರ ಹೃದಯವು ಮಾನವ ಕುಲಕ್ಕೆ ಪ್ರೀತಿ, ಕರುಣೆ ಮತ್ತು ಕ್ಷಮೆಯ ಸಂದೇಶ ನೀಡುತ್ತದೆ. ನಾವು ಇತರರನ್ನು ಗೌರವಿಸಿ ಸಹಬಾಳ್ವೆ ನಡೆಸಬೇಕು. ಮಕ್ಕಳಲ್ಲಿ ಉತ್ತಮ ಸಂಸ್ಕಾರ ಬೆಳೆಸುವುದು ಪೋಷಕರ ಕರ್ತವ್ಯವಾಗಿದೆ. ಸಮಾಜದಲ್ಲಿ ಶಾಂತಿ ಮತ್ತು ಸೌಹಾರ್ದತೆ ನೆಲೆಸಲು ಎಲ್ಲರೂ ಶ್ರಮಿಸಬೇಕು. ಹಿರಿಯರು ಕಿರಿಯರಿಗೆ ಮಾರ್ಗದರ್ಶನ ನೀಡಬೇಕು ಎಂದು ಅವರು ಕರೆ ನೀಡಿದರು. ಕಾರ್ಯಕ್ರಮದಲ್ಲಿ ವಿವಿಧ ಸಾಂಸ್ಕೃತಿಕ ಕಾರ್ಯಕ್ರಮಗಳು ನಡೆದವು. ಭಕ್ತರಿಗೆ ಪ್ರಸಾದ ವಿತರಣೆ ಮಾಡಲಾಯಿತು. ಚರ್ಚ್ ಸಮಿತಿಯ ಪದಾಧಿಕಾರಿಗಳು ಉಪಸ್ಥಿತರಿದ್ದರು. (291, 120, 421, 304)
